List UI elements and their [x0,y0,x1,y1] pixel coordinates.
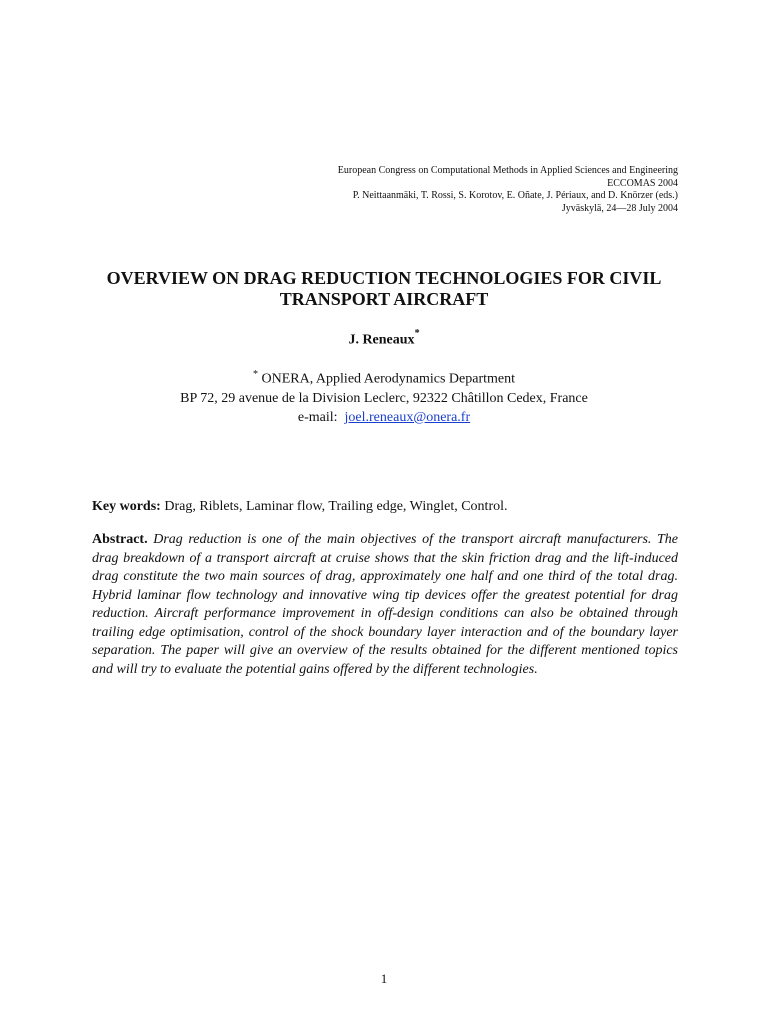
author-footnote-marker: * [414,328,420,339]
abstract-label: Abstract. [92,532,148,547]
keywords-label: Key words: [92,499,161,514]
author-line [0,330,768,349]
affiliation-marker: * [252,369,258,380]
conference-name: European Congress on Computational Methods in Applied Sciences and Engineering [337,165,678,176]
keywords-text: Drag, Riblets, Laminar flow, Trailing edge, Winglet, Control. [164,499,508,514]
keywords-section [92,498,678,516]
abstract-text: Drag reduction is one of the main objectives of the transport aircraft manufacturers. The drag breakdown of a transport aircraft at cruise shows that the skin friction drag and the lift-induced drag constitute the two main sources of drag, approximately one half and one third of the total drag. Hybrid laminar flow technology and innovative wing tip devices offer the greatest potential for drag reduction. Aircraft performance improvement in off-design conditions can also be obtained through trailing edge optimisation, control of the shock boundary layer interaction and of the boundary layer separation. The paper will give an overview of the results obtained for the different mentioned topics and will try to evaluate the potential gains offered by the different technologies. [92,532,679,677]
affiliation-institution [0,365,768,389]
paper-title: OVERVIEW ON DRAG REDUCTION TECHNOLOGIES FOR CIVIL TRANSPORT AIRCRAFT [106,268,662,309]
affiliation-department: ONERA, Applied Aerodynamics Department [261,371,515,387]
affiliation [0,365,768,427]
conference-acronym: ECCOMAS 2004 [607,177,678,189]
affiliation-email-line [0,408,768,427]
email-link[interactable]: joel.reneaux@onera.fr [344,409,471,425]
conference-header [158,165,678,215]
conference-place-date: Jyväskylä, 24—28 July 2004 [561,202,678,214]
email-label: e-mail: [297,409,338,425]
author-name: J. Reneaux [348,332,415,348]
page-number: 1 [380,971,388,986]
abstract-section [92,531,678,679]
affiliation-address: BP 72, 29 avenue de la Division Leclerc, 92322 Châtillon Cedex, France [180,390,588,406]
conference-editors: P. Neittaanmäki, T. Rossi, S. Korotov, E. Oñate, J. Périaux, and D. Knörzer (eds.) [352,190,678,201]
